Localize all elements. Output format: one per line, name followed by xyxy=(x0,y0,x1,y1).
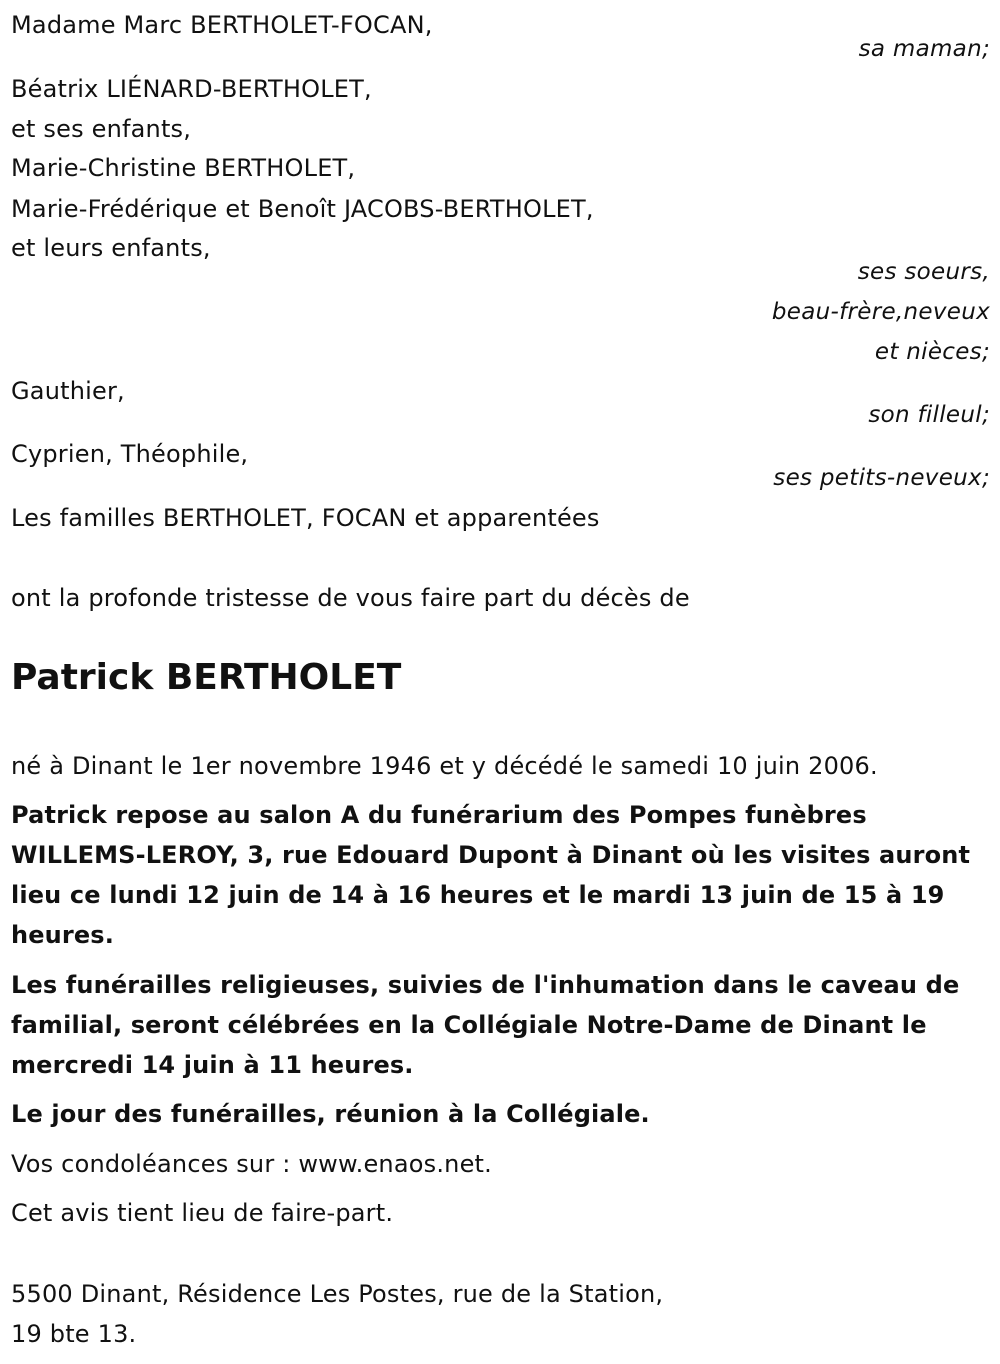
sister3-children: et leurs enfants, xyxy=(11,234,211,262)
notice-text: Cet avis tient lieu de faire-part. xyxy=(11,1199,394,1227)
address-line-2: 19 bte 13. xyxy=(11,1320,137,1348)
grandnephews-names: Cyprien, Théophile, xyxy=(11,440,249,468)
sisters-role-2: beau-frère,neveux xyxy=(771,299,990,325)
visitation-text: Patrick repose au salon A du funérarium des Pompes funèbres WILLEMS-LEROY, 3, rue Edouard Dupont à Dinant où les visites auront lieu ce lundi 12 juin de 14 à 16 heures et le mardi 13 juin de 15 à 19 heures. xyxy=(11,801,971,949)
funeral-text: Les funérailles religieuses, suivies de l'inhumation dans le caveau de familial, seront célébrées en la Collégiale Notre-Dame de Dinant le mercredi 14 juin à 11 heures. xyxy=(11,971,960,1079)
sisters-role-3: et nièces; xyxy=(874,339,990,365)
mother-role: sa maman; xyxy=(858,36,990,62)
sister3-name: Marie-Frédérique et Benoît JACOBS-BERTHOLET, xyxy=(11,195,594,223)
condolences-text: Vos condoléances sur : www.enaos.net. xyxy=(11,1150,492,1178)
godson-name: Gauthier, xyxy=(11,377,125,405)
sisters-role-1: ses soeurs, xyxy=(857,259,990,285)
deceased-name: Patrick BERTHOLET xyxy=(11,657,402,698)
birth-death-text: né à Dinant le 1er novembre 1946 et y décédé le samedi 10 juin 2006. xyxy=(11,752,878,780)
families-line: Les familles BERTHOLET, FOCAN et apparentées xyxy=(11,504,600,532)
sister2-name: Marie-Christine BERTHOLET, xyxy=(11,154,356,182)
address-line-1: 5500 Dinant, Résidence Les Postes, rue de la Station, xyxy=(11,1280,664,1308)
meeting-text: Le jour des funérailles, réunion à la Collégiale. xyxy=(11,1100,650,1128)
announcement-text: ont la profonde tristesse de vous faire part du décès de xyxy=(11,584,690,612)
sister1-children: et ses enfants, xyxy=(11,115,192,143)
godson-role: son filleul; xyxy=(868,402,990,428)
mother-name: Madame Marc BERTHOLET-FOCAN, xyxy=(11,11,433,39)
grandnephews-role: ses petits-neveux; xyxy=(773,465,990,491)
sister1-name: Béatrix LIÉNARD-BERTHOLET, xyxy=(11,75,372,103)
